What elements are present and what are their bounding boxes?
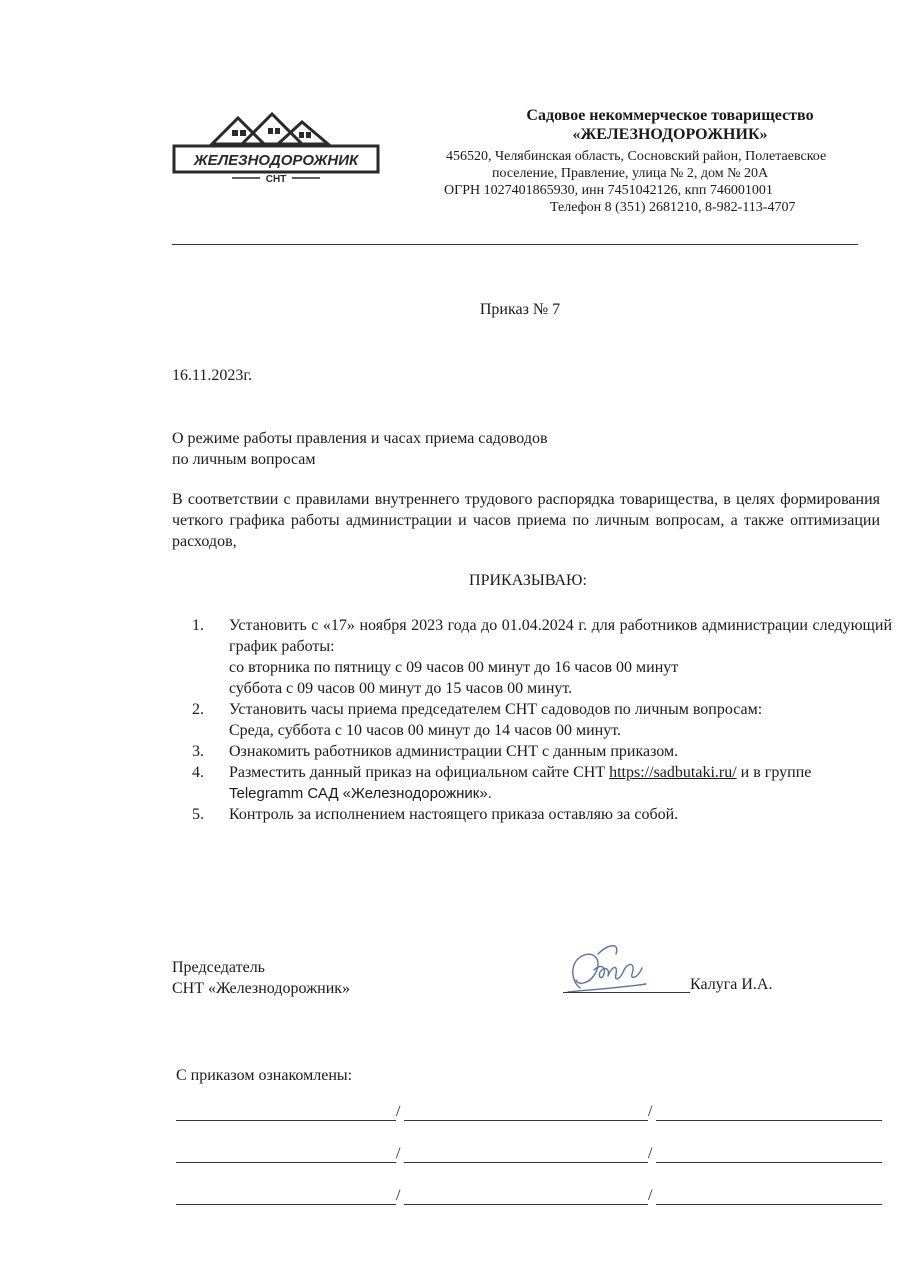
item-text-line2: Среда, суббота с 10 часов 00 минут до 14 часов 00 минут. (229, 722, 621, 739)
document-subject (172, 428, 548, 470)
org-registration: ОГРН 1027401865930, инн 7451042126, кпп 746001001 (444, 183, 773, 198)
item-text: Контроль за исполнением настоящего приказа оставляю за собой. (229, 806, 679, 823)
org-address-line1: 456520, Челябинская область, Сосновский район, Полетаевское (446, 149, 827, 164)
item-text-line3: суббота с 09 часов 00 минут до 15 часов 00 минут. (229, 680, 573, 697)
handwritten-signature (558, 940, 658, 1000)
list-item (192, 699, 892, 741)
name-line (176, 1120, 396, 1121)
order-items-list (192, 615, 892, 825)
org-type: Садовое некоммерческое товарищество (526, 107, 814, 124)
subject-line2: по личным вопросам (172, 451, 316, 468)
signatory-name: Калуга И.А. (690, 976, 773, 993)
item-number: 1. (192, 617, 204, 634)
subject-line1: О режиме работы правления и часах приема садоводов (172, 430, 548, 447)
company-logo (172, 110, 380, 184)
separator: / (648, 1187, 653, 1204)
order-heading: ПРИКАЗЫВАЮ: (469, 572, 587, 589)
name-line (176, 1204, 396, 1205)
header-divider (172, 244, 858, 245)
list-item (192, 615, 892, 699)
document-title: Приказ № 7 (479, 301, 561, 318)
separator: / (396, 1187, 401, 1204)
item-text: Ознакомить работников администрации СНТ с данным приказом. (229, 743, 679, 760)
acknowledgement-label: С приказом ознакомлены: (176, 1067, 353, 1084)
list-item (192, 804, 892, 825)
signature-field-line (404, 1120, 648, 1121)
item-number: 4. (192, 764, 204, 781)
name-line (176, 1162, 396, 1163)
date-field-line (656, 1162, 882, 1163)
item-text: Установить часы приема председателем СНТ садоводов по личным вопросам: (229, 701, 763, 718)
document-date: 16.11.2023г. (172, 367, 253, 384)
org-address-line2: поселение, Правление, улица № 2, дом № 20А (492, 166, 769, 181)
item-number: 5. (192, 806, 204, 823)
separator: / (648, 1103, 653, 1120)
separator: / (396, 1145, 401, 1162)
item-text-line2: со вторника по пятницу с 09 часов 00 минут до 16 часов 00 минут (229, 659, 679, 676)
signature-field-line (404, 1204, 648, 1205)
website-link[interactable]: https://sadbutaki.ru/ (609, 764, 737, 781)
intro-paragraph: В соответствии с правилами внутреннего трудового распорядка товарищества, в целях формирования четкого графика работы администрации и часов приема по личным вопросам, а также оптимизации расходов, (172, 491, 880, 550)
position-line1: Председатель (172, 959, 265, 976)
org-phone: Телефон 8 (351) 2681210, 8-982-113-4707 (550, 200, 796, 215)
position-line2: СНТ «Железнодорожник» (172, 980, 351, 997)
item-text-after: и в группе (736, 764, 812, 781)
logo-text: ЖЕЛЕЗНОДОРОЖНИК (193, 152, 359, 169)
item-number: 3. (192, 743, 204, 760)
logo-subtext: СНТ (265, 174, 287, 184)
item-text: Установить с «17» ноября 2023 года до 01.04.2024 г. для работников администрации следующий график работы: (229, 617, 892, 655)
item-text-line2: Telegramm САД «Железнодорожник». (229, 785, 492, 802)
signature-field-line (404, 1162, 648, 1163)
separator: / (396, 1103, 401, 1120)
org-name: «ЖЕЛЕЗНОДОРОЖНИК» (572, 126, 768, 143)
signature-line (563, 992, 690, 993)
date-field-line (656, 1204, 882, 1205)
item-number: 2. (192, 701, 204, 718)
separator: / (648, 1145, 653, 1162)
item-text: Разместить данный приказ на официальном сайте СНТ (229, 764, 610, 781)
date-field-line (656, 1120, 882, 1121)
list-item (192, 741, 892, 762)
signatory-position (172, 957, 350, 999)
organization-header (440, 106, 880, 216)
list-item (192, 762, 892, 804)
